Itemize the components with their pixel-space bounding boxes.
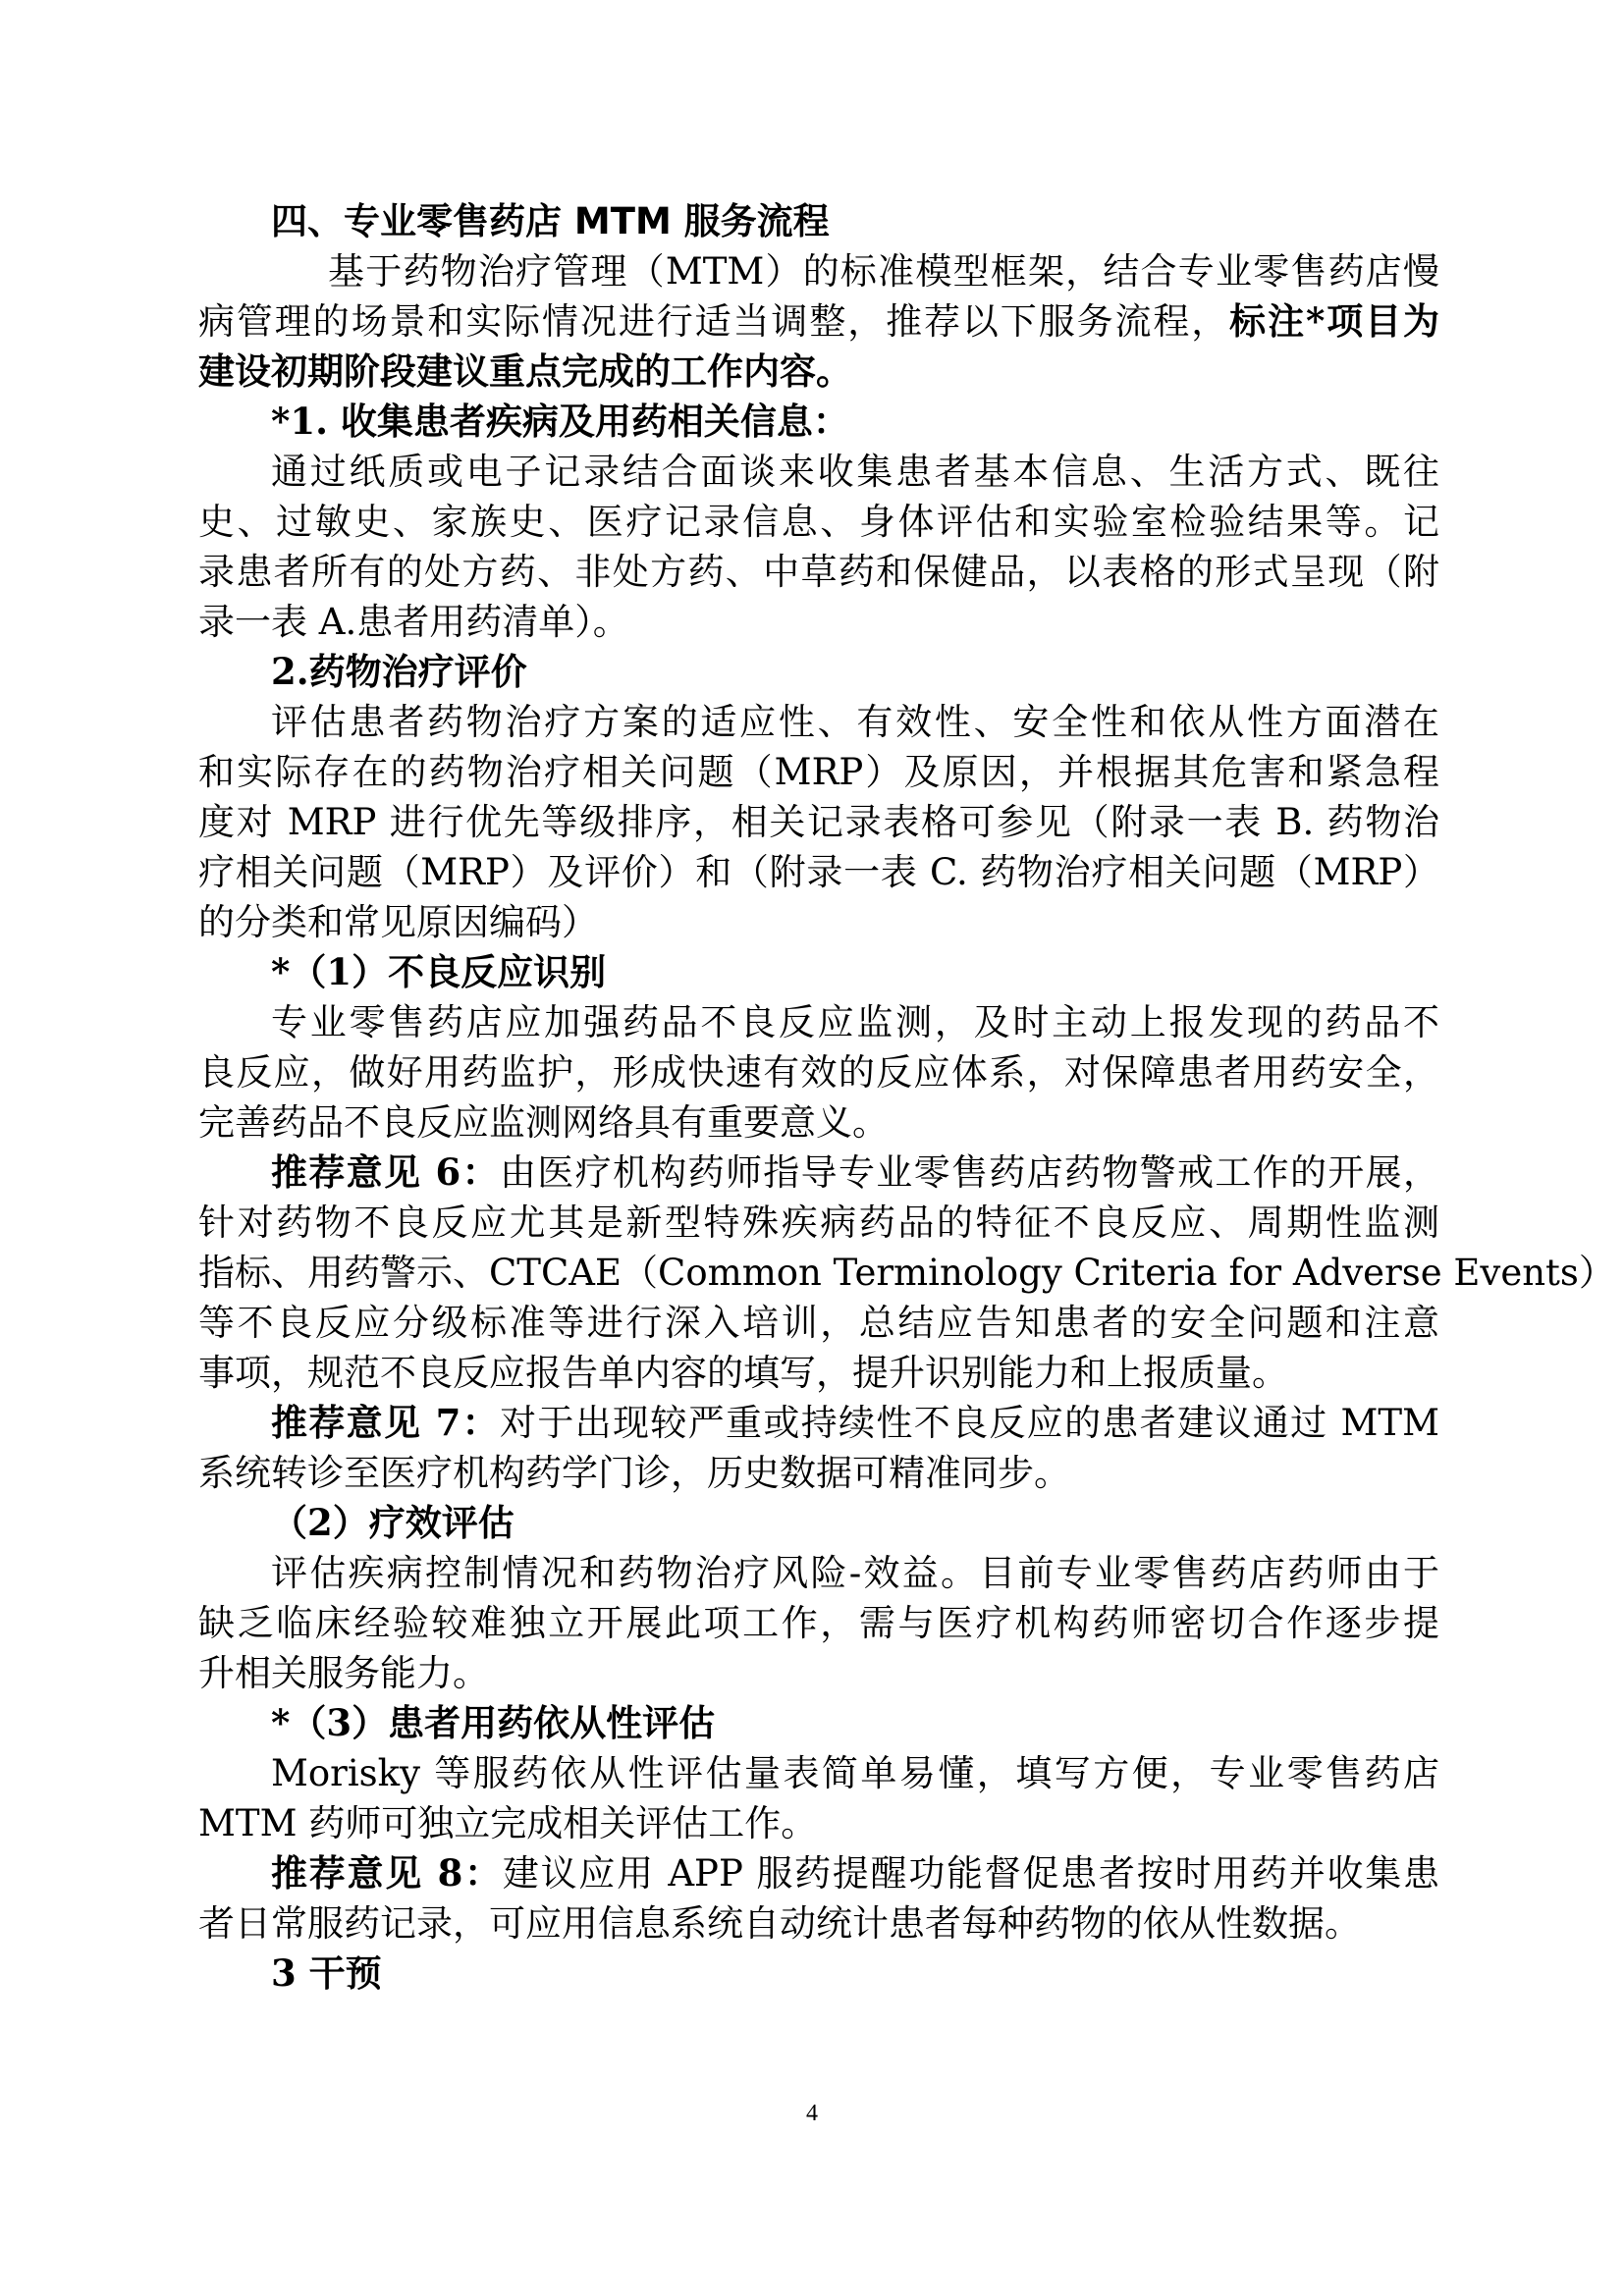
item2-line-3: 度对 MRP 进行优先等级排序，相关记录表格可参见（附录一表 B. 药物治 (198, 801, 1439, 843)
intro-line-2-text: 病管理的场景和实际情况进行适当调整，推荐以下服务流程， (198, 300, 1230, 343)
sub3-line-1: Morisky 等服药依从性评估量表简单易懂，填写方便，专业零售药店 (271, 1752, 1439, 1794)
sub2-line-1: 评估疾病控制情况和药物治疗风险-效益。目前专业零售药店药师由于 (271, 1552, 1439, 1594)
sub1-line-3: 完善药品不良反应监测网络具有重要意义。 (198, 1101, 889, 1144)
rec8-label: 推荐意见 8： (271, 1851, 503, 1895)
item1-line-4: 录一表 A.患者用药清单）。 (198, 601, 629, 643)
rec8-line-2: 者日常服药记录，可应用信息系统自动统计患者每种药物的依从性数据。 (198, 1902, 1361, 1945)
rec8-line-1-text: 建议应用 APP 服药提醒功能督促患者按时用药并收集患 (502, 1852, 1439, 1895)
sub1-line-2: 良反应，做好用药监护，形成快速有效的反应体系，对保障患者用药安全， (198, 1051, 1439, 1094)
rec6-line-1-text: 由医疗机构药师指导专业零售药店药物警戒工作的开展， (499, 1151, 1439, 1194)
document-page (198, 196, 1615, 1999)
sub2-line-3: 升相关服务能力。 (198, 1652, 489, 1694)
item2-line-4: 疗相关问题（MRP）及评价）和（附录一表 C. 药物治疗相关问题（MRP） (198, 851, 1439, 893)
item3-heading: 3 干预 (271, 1951, 382, 1995)
item2-line-5: 的分类和常见原因编码） (198, 901, 598, 943)
rec6-line-3: 指标、用药警示、CTCAE（Common Terminology Criteria for Adverse Events） (198, 1252, 1615, 1294)
item1-line-2: 史、过敏史、家族史、医疗记录信息、身体评估和实验室检验结果等。记 (198, 501, 1439, 543)
intro-line-2 (198, 296, 1439, 347)
sub3-line-2: MTM 药师可独立完成相关评估工作。 (198, 1802, 818, 1844)
rec7-line-1-text: 对于出现较严重或持续性不良反应的患者建议通过 MTM (500, 1402, 1439, 1444)
sub3-heading: *（3）患者用药依从性评估 (271, 1701, 716, 1744)
intro-line-3: 建设初期阶段建议重点完成的工作内容。 (198, 349, 852, 393)
intro-line-1: 基于药物治疗管理（MTM）的标准模型框架，结合专业零售药店慢 (328, 250, 1439, 293)
rec7-line-1 (198, 1398, 1439, 1448)
item2-heading: 2.药物治疗评价 (271, 650, 527, 693)
sub2-line-2: 缺乏临床经验较难独立开展此项工作，需与医疗机构药师密切合作逐步提 (198, 1602, 1439, 1644)
rec6-line-1 (198, 1148, 1439, 1198)
item1-heading: *1. 收集患者疾病及用药相关信息： (271, 400, 849, 443)
item1-line-1: 通过纸质或电子记录结合面谈来收集患者基本信息、生活方式、既往 (271, 451, 1439, 493)
intro-line-2-bold: 标注*项目为 (1229, 299, 1439, 343)
section-heading: 四、专业零售药店 MTM 服务流程 (271, 200, 830, 242)
rec8-line-1 (198, 1848, 1439, 1898)
item1-line-3: 录患者所有的处方药、非处方药、中草药和保健品，以表格的形式呈现（附 (198, 551, 1439, 593)
rec6-line-5: 事项，规范不良反应报告单内容的填写，提升识别能力和上报质量。 (198, 1352, 1288, 1394)
sub2-heading: （2）疗效评估 (271, 1501, 514, 1544)
rec6-label: 推荐意见 6： (271, 1150, 500, 1194)
rec6-line-2: 针对药物不良反应尤其是新型特殊疾病药品的特征不良反应、周期性监测 (198, 1201, 1439, 1244)
rec6-line-4: 等不良反应分级标准等进行深入培训，总结应告知患者的安全问题和注意 (198, 1302, 1439, 1344)
rec7-label: 推荐意见 7： (271, 1401, 500, 1444)
sub1-line-1: 专业零售药店应加强药品不良反应监测，及时主动上报发现的药品不 (271, 1001, 1439, 1043)
rec7-line-2: 系统转诊至医疗机构药学门诊，历史数据可精准同步。 (198, 1452, 1070, 1494)
item2-line-2: 和实际存在的药物治疗相关问题（MRP）及原因，并根据其危害和紧急程 (198, 751, 1439, 793)
page-number: 4 (806, 2101, 818, 2126)
sub1-heading: *（1）不良反应识别 (271, 950, 607, 993)
item2-line-1: 评估患者药物治疗方案的适应性、有效性、安全性和依从性方面潜在 (271, 701, 1439, 743)
